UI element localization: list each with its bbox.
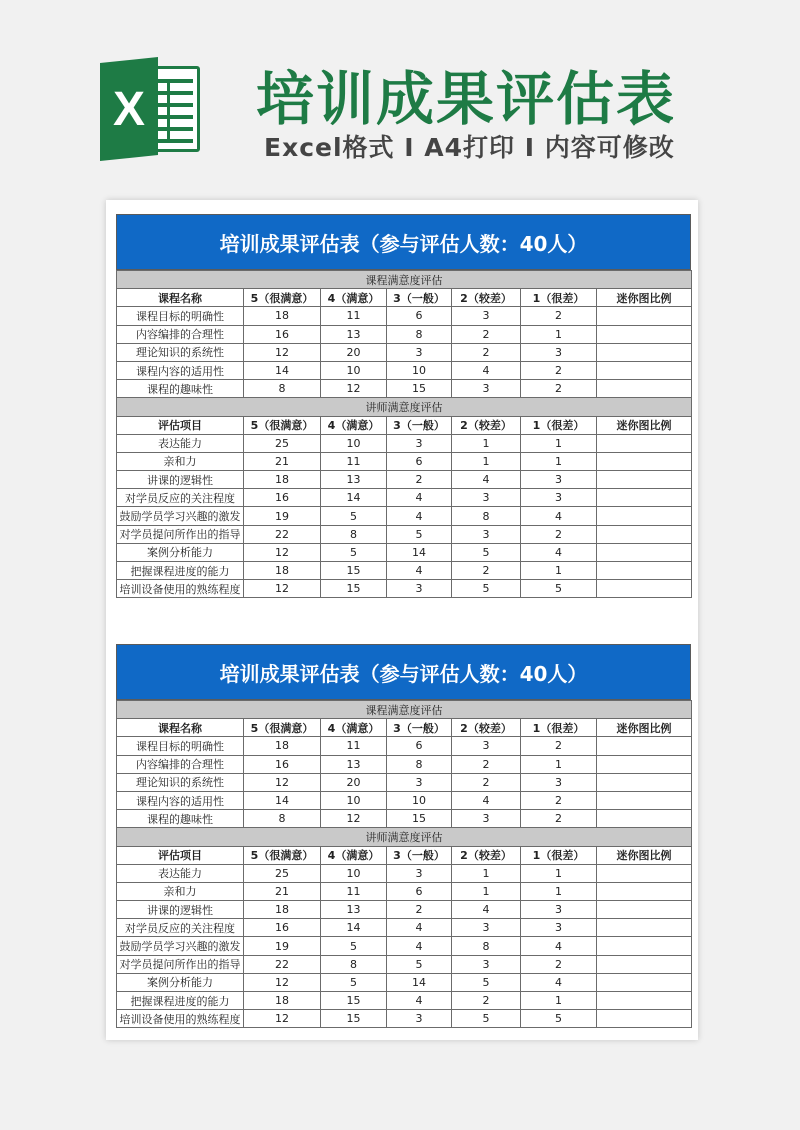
- rating-count: 21: [244, 882, 321, 900]
- table-row: [117, 361, 692, 379]
- table-row: [117, 380, 692, 398]
- rating-count: 3: [387, 343, 452, 361]
- sparkline-cell: [597, 471, 692, 489]
- rating-count: 10: [321, 791, 387, 809]
- rating-count: 4: [452, 901, 521, 919]
- rating-count: 13: [321, 755, 387, 773]
- table-row: [117, 325, 692, 343]
- rating-count: 16: [244, 919, 321, 937]
- column-header: 5（很满意）: [244, 416, 321, 434]
- sparkline-cell: [597, 1010, 692, 1028]
- rating-count: 2: [452, 755, 521, 773]
- rating-count: 8: [387, 755, 452, 773]
- sparkline-cell: [597, 810, 692, 828]
- rating-count: 3: [521, 343, 597, 361]
- table-row: [117, 755, 692, 773]
- rating-count: 3: [387, 1010, 452, 1028]
- rating-count: 1: [452, 434, 521, 452]
- rating-count: 3: [387, 434, 452, 452]
- rating-count: 14: [387, 543, 452, 561]
- rating-count: 8: [321, 955, 387, 973]
- rating-count: 2: [387, 471, 452, 489]
- rating-count: 2: [452, 343, 521, 361]
- sparkline-cell: [597, 755, 692, 773]
- column-header: 2（较差）: [452, 416, 521, 434]
- row-label: 内容编排的合理性: [117, 755, 244, 773]
- evaluation-table-block: [116, 214, 691, 598]
- rating-count: 4: [521, 543, 597, 561]
- rating-count: 11: [321, 737, 387, 755]
- table-row: [117, 810, 692, 828]
- section-label: 课程满意度评估: [117, 271, 692, 289]
- sparkline-cell: [597, 343, 692, 361]
- rating-count: 4: [452, 361, 521, 379]
- rating-count: 16: [244, 755, 321, 773]
- table-title-bar: 培训成果评估表（参与评估人数：40人）: [116, 214, 691, 270]
- column-header-row: [117, 719, 692, 737]
- rating-count: 15: [387, 810, 452, 828]
- row-label: 对学员反应的关注程度: [117, 919, 244, 937]
- column-header: 5（很满意）: [244, 719, 321, 737]
- rating-count: 4: [521, 973, 597, 991]
- sparkline-cell: [597, 434, 692, 452]
- rating-count: 3: [387, 773, 452, 791]
- rating-count: 2: [521, 955, 597, 973]
- column-header: 1（很差）: [521, 846, 597, 864]
- rating-count: 3: [452, 810, 521, 828]
- rating-count: 2: [521, 737, 597, 755]
- column-header: 3（一般）: [387, 416, 452, 434]
- sparkline-cell: [597, 992, 692, 1010]
- row-label: 对学员反应的关注程度: [117, 489, 244, 507]
- column-header: 2（较差）: [452, 289, 521, 307]
- table-row: [117, 919, 692, 937]
- column-header-row: [117, 289, 692, 307]
- rating-count: 3: [521, 773, 597, 791]
- row-label: 表达能力: [117, 434, 244, 452]
- rating-count: 14: [244, 361, 321, 379]
- table-row: [117, 434, 692, 452]
- rating-count: 15: [321, 562, 387, 580]
- sparkline-cell: [597, 955, 692, 973]
- table-row: [117, 937, 692, 955]
- row-label: 把握课程进度的能力: [117, 992, 244, 1010]
- rating-count: 13: [321, 325, 387, 343]
- rating-count: 15: [321, 580, 387, 598]
- rating-count: 18: [244, 307, 321, 325]
- rating-count: 14: [244, 791, 321, 809]
- logo-letter: X: [112, 82, 145, 136]
- rating-count: 19: [244, 507, 321, 525]
- column-header: 课程名称: [117, 719, 244, 737]
- rating-count: 1: [452, 452, 521, 470]
- rating-count: 2: [521, 380, 597, 398]
- rating-count: 5: [321, 507, 387, 525]
- rating-count: 12: [244, 773, 321, 791]
- sparkline-cell: [597, 361, 692, 379]
- rating-count: 5: [452, 543, 521, 561]
- sparkline-cell: [597, 919, 692, 937]
- column-header: 3（一般）: [387, 846, 452, 864]
- excel-logo-icon: [100, 60, 204, 158]
- column-header: 评估项目: [117, 416, 244, 434]
- row-label: 鼓励学员学习兴趣的激发: [117, 937, 244, 955]
- column-header: 4（满意）: [321, 719, 387, 737]
- rating-count: 2: [452, 562, 521, 580]
- rating-count: 3: [452, 380, 521, 398]
- table-row: [117, 791, 692, 809]
- column-header: 评估项目: [117, 846, 244, 864]
- rating-count: 10: [321, 434, 387, 452]
- rating-count: 3: [521, 489, 597, 507]
- rating-count: 5: [521, 1010, 597, 1028]
- rating-count: 8: [244, 380, 321, 398]
- table-row: [117, 562, 692, 580]
- row-label: 课程内容的适用性: [117, 361, 244, 379]
- sparkline-cell: [597, 543, 692, 561]
- rating-count: 6: [387, 882, 452, 900]
- rating-count: 11: [321, 882, 387, 900]
- table-row: [117, 955, 692, 973]
- column-header: 迷你图比例: [597, 416, 692, 434]
- section-label: 讲师满意度评估: [117, 398, 692, 416]
- rating-count: 1: [452, 864, 521, 882]
- rating-count: 2: [521, 791, 597, 809]
- rating-count: 16: [244, 325, 321, 343]
- table-row: [117, 507, 692, 525]
- column-header: 迷你图比例: [597, 719, 692, 737]
- sparkline-cell: [597, 791, 692, 809]
- rating-count: 15: [321, 992, 387, 1010]
- section-row: [117, 828, 692, 846]
- rating-count: 1: [521, 992, 597, 1010]
- table-row: [117, 1010, 692, 1028]
- rating-count: 12: [244, 580, 321, 598]
- table-row: [117, 452, 692, 470]
- row-label: 亲和力: [117, 882, 244, 900]
- column-header-row: [117, 846, 692, 864]
- rating-count: 25: [244, 434, 321, 452]
- rating-count: 6: [387, 307, 452, 325]
- column-header: 5（很满意）: [244, 846, 321, 864]
- table-row: [117, 773, 692, 791]
- table-row: [117, 973, 692, 991]
- section-label: 课程满意度评估: [117, 701, 692, 719]
- rating-count: 15: [321, 1010, 387, 1028]
- rating-count: 12: [244, 1010, 321, 1028]
- sparkline-cell: [597, 489, 692, 507]
- table-title-bar: 培训成果评估表（参与评估人数：40人）: [116, 644, 691, 700]
- evaluation-table: [116, 700, 692, 1028]
- rating-count: 18: [244, 562, 321, 580]
- table-row: [117, 307, 692, 325]
- column-header: 4（满意）: [321, 846, 387, 864]
- table-row: [117, 343, 692, 361]
- table-row: [117, 992, 692, 1010]
- column-header: 1（很差）: [521, 416, 597, 434]
- rating-count: 5: [521, 580, 597, 598]
- rating-count: 14: [321, 919, 387, 937]
- rating-count: 1: [521, 434, 597, 452]
- sparkline-cell: [597, 882, 692, 900]
- row-label: 理论知识的系统性: [117, 343, 244, 361]
- rating-count: 5: [452, 973, 521, 991]
- rating-count: 1: [521, 325, 597, 343]
- rating-count: 1: [521, 882, 597, 900]
- rating-count: 12: [244, 543, 321, 561]
- rating-count: 4: [387, 507, 452, 525]
- sparkline-cell: [597, 325, 692, 343]
- rating-count: 4: [387, 937, 452, 955]
- row-label: 理论知识的系统性: [117, 773, 244, 791]
- row-label: 讲课的逻辑性: [117, 901, 244, 919]
- table-row: [117, 580, 692, 598]
- table-row: [117, 525, 692, 543]
- document-page: [106, 200, 698, 1040]
- rating-count: 20: [321, 343, 387, 361]
- rating-count: 14: [321, 489, 387, 507]
- rating-count: 2: [521, 525, 597, 543]
- sparkline-cell: [597, 901, 692, 919]
- row-label: 课程内容的适用性: [117, 791, 244, 809]
- table-row: [117, 737, 692, 755]
- row-label: 表达能力: [117, 864, 244, 882]
- table-row: [117, 864, 692, 882]
- page-title: 培训成果评估表: [256, 65, 677, 133]
- rating-count: 4: [452, 791, 521, 809]
- sparkline-cell: [597, 773, 692, 791]
- rating-count: 6: [387, 737, 452, 755]
- rating-count: 12: [321, 810, 387, 828]
- rating-count: 6: [387, 452, 452, 470]
- rating-count: 15: [387, 380, 452, 398]
- rating-count: 14: [387, 973, 452, 991]
- table-row: [117, 471, 692, 489]
- rating-count: 10: [321, 361, 387, 379]
- sparkline-cell: [597, 307, 692, 325]
- page-subtitle: Excel格式 I A4打印 I 内容可修改: [264, 133, 675, 162]
- rating-count: 2: [521, 307, 597, 325]
- rating-count: 8: [387, 325, 452, 343]
- rating-count: 12: [244, 343, 321, 361]
- rating-count: 18: [244, 901, 321, 919]
- table-row: [117, 882, 692, 900]
- column-header-row: [117, 416, 692, 434]
- column-header: 迷你图比例: [597, 289, 692, 307]
- rating-count: 10: [387, 361, 452, 379]
- column-header: 迷你图比例: [597, 846, 692, 864]
- rating-count: 3: [452, 737, 521, 755]
- table-row: [117, 543, 692, 561]
- section-label: 讲师满意度评估: [117, 828, 692, 846]
- rating-count: 3: [452, 955, 521, 973]
- row-label: 课程的趣味性: [117, 380, 244, 398]
- row-label: 对学员提问所作出的指导: [117, 525, 244, 543]
- rating-count: 1: [521, 562, 597, 580]
- rating-count: 1: [521, 755, 597, 773]
- column-header: 4（满意）: [321, 289, 387, 307]
- rating-count: 2: [521, 361, 597, 379]
- row-label: 内容编排的合理性: [117, 325, 244, 343]
- rating-count: 11: [321, 452, 387, 470]
- excel-badge: [100, 57, 158, 161]
- rating-count: 4: [387, 992, 452, 1010]
- rating-count: 4: [521, 937, 597, 955]
- section-row: [117, 271, 692, 289]
- table-row: [117, 901, 692, 919]
- rating-count: 10: [321, 864, 387, 882]
- rating-count: 18: [244, 992, 321, 1010]
- rating-count: 4: [521, 507, 597, 525]
- rating-count: 4: [452, 471, 521, 489]
- sparkline-cell: [597, 937, 692, 955]
- rating-count: 3: [452, 489, 521, 507]
- rating-count: 8: [452, 507, 521, 525]
- rating-count: 5: [321, 973, 387, 991]
- rating-count: 2: [521, 810, 597, 828]
- rating-count: 2: [452, 325, 521, 343]
- sparkline-cell: [597, 380, 692, 398]
- sparkline-cell: [597, 562, 692, 580]
- rating-count: 22: [244, 525, 321, 543]
- column-header: 2（较差）: [452, 719, 521, 737]
- sparkline-cell: [597, 525, 692, 543]
- column-header: 1（很差）: [521, 719, 597, 737]
- rating-count: 5: [387, 955, 452, 973]
- evaluation-table-block: [116, 644, 691, 1028]
- column-header: 2（较差）: [452, 846, 521, 864]
- rating-count: 2: [387, 901, 452, 919]
- row-label: 培训设备使用的熟练程度: [117, 1010, 244, 1028]
- rating-count: 22: [244, 955, 321, 973]
- rating-count: 20: [321, 773, 387, 791]
- column-header: 3（一般）: [387, 719, 452, 737]
- rating-count: 16: [244, 489, 321, 507]
- rating-count: 10: [387, 791, 452, 809]
- rating-count: 21: [244, 452, 321, 470]
- column-header: 4（满意）: [321, 416, 387, 434]
- row-label: 课程的趣味性: [117, 810, 244, 828]
- rating-count: 3: [521, 471, 597, 489]
- rating-count: 5: [452, 580, 521, 598]
- rating-count: 2: [452, 773, 521, 791]
- column-header: 1（很差）: [521, 289, 597, 307]
- rating-count: 3: [521, 919, 597, 937]
- rating-count: 12: [321, 380, 387, 398]
- rating-count: 13: [321, 901, 387, 919]
- row-label: 培训设备使用的熟练程度: [117, 580, 244, 598]
- sparkline-cell: [597, 973, 692, 991]
- column-header: 课程名称: [117, 289, 244, 307]
- rating-count: 13: [321, 471, 387, 489]
- rating-count: 5: [321, 937, 387, 955]
- table-row: [117, 489, 692, 507]
- sparkline-cell: [597, 864, 692, 882]
- rating-count: 18: [244, 737, 321, 755]
- row-label: 案例分析能力: [117, 973, 244, 991]
- sparkline-cell: [597, 452, 692, 470]
- section-row: [117, 398, 692, 416]
- row-label: 对学员提问所作出的指导: [117, 955, 244, 973]
- row-label: 课程目标的明确性: [117, 737, 244, 755]
- rating-count: 2: [452, 992, 521, 1010]
- rating-count: 3: [452, 919, 521, 937]
- sparkline-cell: [597, 580, 692, 598]
- rating-count: 3: [387, 864, 452, 882]
- row-label: 案例分析能力: [117, 543, 244, 561]
- rating-count: 8: [244, 810, 321, 828]
- rating-count: 19: [244, 937, 321, 955]
- rating-count: 3: [452, 525, 521, 543]
- rating-count: 25: [244, 864, 321, 882]
- column-header: 3（一般）: [387, 289, 452, 307]
- rating-count: 3: [521, 901, 597, 919]
- row-label: 鼓励学员学习兴趣的激发: [117, 507, 244, 525]
- rating-count: 4: [387, 919, 452, 937]
- sparkline-cell: [597, 737, 692, 755]
- rating-count: 8: [321, 525, 387, 543]
- page-header: [0, 0, 800, 190]
- column-header: 5（很满意）: [244, 289, 321, 307]
- rating-count: 1: [452, 882, 521, 900]
- rating-count: 3: [387, 580, 452, 598]
- evaluation-table: [116, 270, 692, 598]
- sparkline-cell: [597, 507, 692, 525]
- rating-count: 11: [321, 307, 387, 325]
- row-label: 课程目标的明确性: [117, 307, 244, 325]
- rating-count: 1: [521, 864, 597, 882]
- row-label: 讲课的逻辑性: [117, 471, 244, 489]
- rating-count: 8: [452, 937, 521, 955]
- row-label: 亲和力: [117, 452, 244, 470]
- rating-count: 3: [452, 307, 521, 325]
- rating-count: 1: [521, 452, 597, 470]
- rating-count: 4: [387, 562, 452, 580]
- rating-count: 5: [452, 1010, 521, 1028]
- rating-count: 5: [321, 543, 387, 561]
- rating-count: 18: [244, 471, 321, 489]
- rating-count: 4: [387, 489, 452, 507]
- row-label: 把握课程进度的能力: [117, 562, 244, 580]
- rating-count: 12: [244, 973, 321, 991]
- section-row: [117, 701, 692, 719]
- rating-count: 5: [387, 525, 452, 543]
